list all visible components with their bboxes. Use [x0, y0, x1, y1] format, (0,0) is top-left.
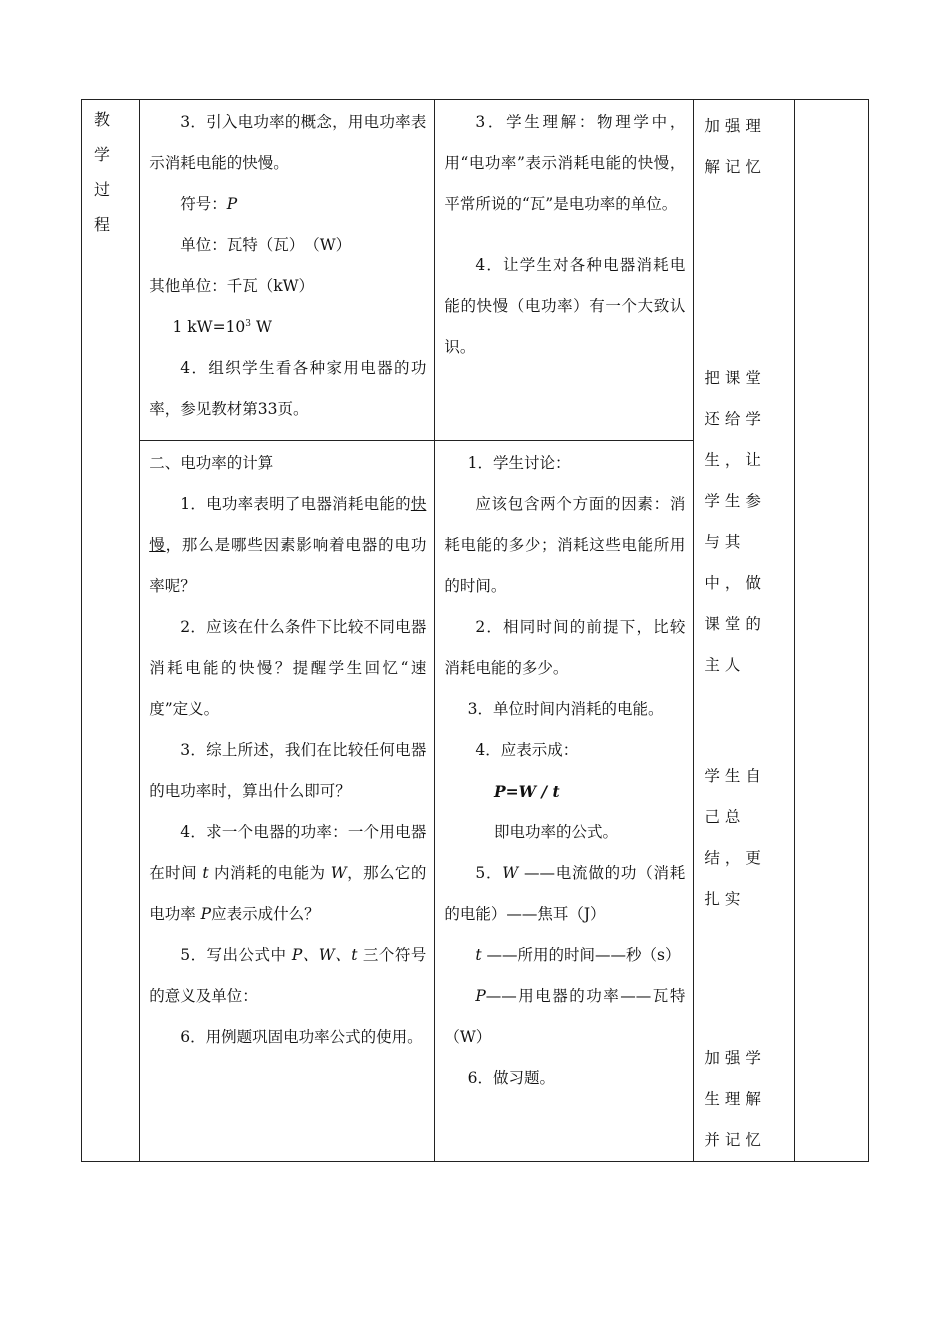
section-label-char: 程 — [94, 215, 111, 234]
conversion-suffix: W — [251, 318, 272, 336]
teacher-question-3: 3．综上所述，我们在比较任何电器的电功率时，算出什么即可？ — [149, 741, 427, 800]
q4-part: 4．求一个电器的功率：一个用电器在时间 — [149, 823, 427, 882]
section-heading: 二、电功率的计算 — [149, 454, 274, 472]
lesson-plan-table — [81, 99, 869, 1162]
q4-symbol-w: W — [330, 864, 347, 882]
q4-symbol-t: t — [202, 864, 209, 882]
student-activity-lower — [435, 441, 694, 1162]
q5-part: 三个符号的意义及单位： — [149, 946, 427, 1005]
student-answer-2: 2．相同时间的前提下，比较消耗电能的多少。 — [444, 618, 686, 677]
formula-note: 即电功率的公式。 — [493, 823, 618, 841]
teacher-question-4 — [149, 812, 426, 935]
q5-symbols: P、W、t — [291, 946, 358, 964]
teacher-item-3: 3．引入电功率的概念，用电功率表示消耗电能的快慢。 — [149, 113, 427, 172]
teacher-activity-upper — [140, 100, 435, 441]
symbol-label: 符号： — [180, 195, 227, 213]
unit-line: 单位：瓦特（瓦） （W） — [180, 236, 352, 254]
symbol-p-desc: ——用电器的功率——瓦特（W） — [444, 987, 686, 1046]
teacher-question-2: 2．应该在什么条件下比较不同电器消耗电能的快慢？提醒学生回忆“速度”定义。 — [149, 618, 427, 718]
student-item-4: 4．让学生对各种电器消耗电能的快慢（电功率）有一个大致认识。 — [444, 256, 686, 356]
teacher-question-5 — [149, 935, 426, 1017]
other-unit-line: 其他单位：千瓦（kW） — [149, 277, 315, 295]
q4-part: 内消耗的电能为 — [208, 864, 331, 882]
intent-4: 加强学生理解并记忆 — [704, 1049, 766, 1149]
intent-2: 把课堂还给学生，让学生参与其中，做课堂的主人 — [704, 369, 766, 674]
symbol-t-desc: ——所用的时间——秒（s） — [481, 946, 681, 964]
power-formula: P=W / t — [493, 782, 560, 801]
design-intent-cell — [694, 100, 794, 1162]
teacher-item-4: 4．组织学生看各种家用电器的功率，参见教材第33页。 — [149, 359, 427, 418]
table-row-upper — [82, 100, 869, 441]
student-answer-1-body: 应该包含两个方面的因素：消耗电能的多少；消耗这些电能所用的时间。 — [444, 495, 686, 595]
conversion-exponent: 3 — [245, 319, 252, 329]
conversion-prefix: 1 kW=10 — [172, 318, 246, 336]
unit-conversion — [149, 307, 426, 348]
intent-3: 学生自己总结，更扎实 — [704, 767, 766, 908]
q4-part: 应表示成什么？ — [211, 905, 320, 923]
student-item-3: 3．学生理解：物理学中，用“电功率”表示消耗电能的快慢，平常所说的“瓦”是电功率的单位。 — [444, 113, 686, 213]
q1-suffix: ，那么是哪些因素影响着电器的电功率呢？ — [149, 536, 427, 595]
teacher-question-1 — [149, 484, 426, 607]
section-label-char: 过 — [94, 180, 111, 199]
student-answer-3: 3．单位时间内消耗的电能。 — [467, 700, 664, 718]
q4-part: ，那么它的电功率 — [149, 864, 427, 923]
intent-1: 加强理解记忆 — [704, 117, 766, 176]
student-answer-5-t — [444, 935, 685, 976]
section-label-char: 学 — [94, 145, 111, 164]
section-label-cell — [82, 100, 140, 1162]
symbol-value: P — [226, 195, 238, 213]
symbol-t: t — [475, 946, 482, 964]
notes-cell — [794, 100, 868, 1162]
q1-underlined: 快慢 — [149, 495, 427, 554]
teacher-activity-lower — [140, 441, 435, 1162]
q5-part: 5．写出公式中 — [180, 946, 292, 964]
symbol-w: W — [502, 864, 519, 882]
teacher-question-6: 6．用例题巩固电功率公式的使用。 — [180, 1028, 423, 1046]
symbol-p: P — [475, 987, 486, 1005]
student-answer-4: 4．应表示成： — [475, 741, 579, 759]
section-label — [82, 100, 139, 242]
student-answer-1-title: 1．学生讨论： — [467, 454, 571, 472]
q4-symbol-p: P — [200, 905, 212, 923]
symbol-line — [149, 184, 426, 225]
student-answer-6: 6．做习题。 — [467, 1069, 555, 1087]
symbol-w-desc: ——电流做的功（消耗的电能）——焦耳（J） — [444, 864, 686, 923]
student-answer-5-w: 5．W ——电流做的功（消耗的电能）——焦耳（J） — [444, 864, 686, 923]
section-label-char: 教 — [94, 110, 111, 129]
q1-prefix: 1．电功率表明了电器消耗电能的 — [180, 495, 411, 513]
student-activity-upper — [435, 100, 694, 441]
student-answer-5-p — [444, 976, 685, 1058]
